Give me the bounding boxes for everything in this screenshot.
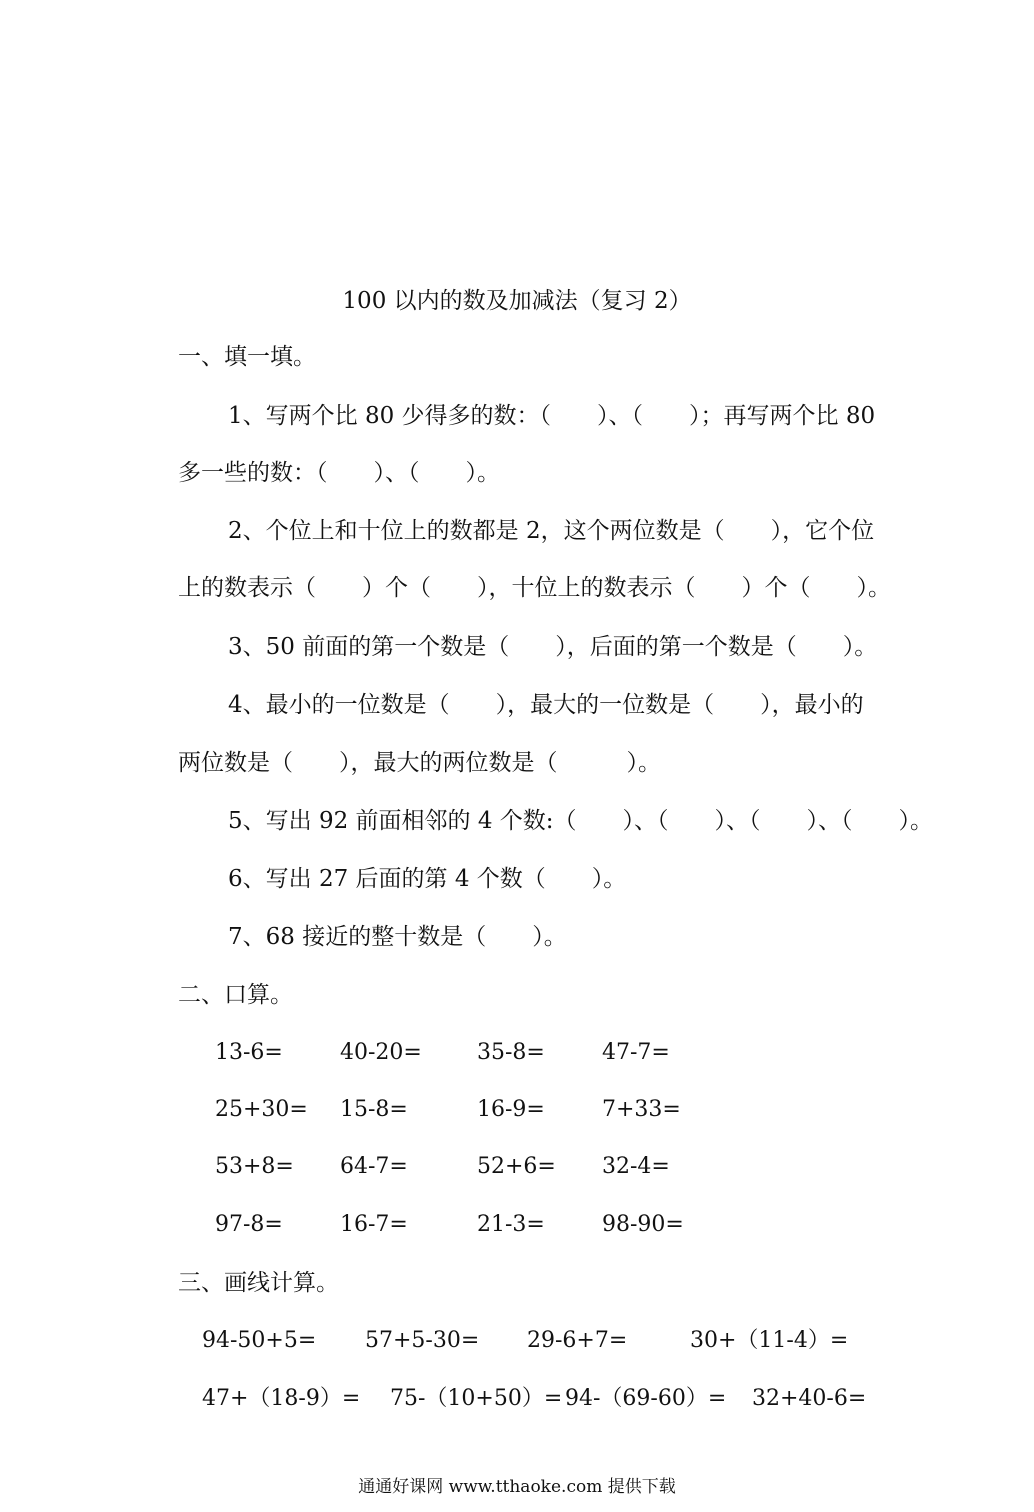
mental-math-item: 47-7= [602, 1040, 670, 1065]
mental-math-item: 64-7= [340, 1154, 408, 1179]
mental-math-item: 52+6= [477, 1154, 556, 1179]
question-1-line-2: 多一些的数：（ ）、（ ）。 [178, 460, 500, 486]
mental-math-item: 35-8= [477, 1040, 545, 1065]
section1-heading: 一、填一填。 [178, 344, 316, 370]
mental-math-item: 16-7= [340, 1212, 408, 1237]
mental-math-item: 53+8= [215, 1154, 294, 1179]
mental-math-item: 13-6= [215, 1040, 283, 1065]
mental-math-item: 32-4= [602, 1154, 670, 1179]
section2-heading: 二、口算。 [178, 982, 293, 1008]
question-6: 6、写出 27 后面的第 4 个数（ ）。 [228, 866, 627, 892]
question-2-line-1: 2、个位上和十位上的数都是 2，这个两位数是（ ），它个位 [228, 518, 875, 544]
footer-text: 通通好课网 www.tthaoke.com 提供下载 [358, 1477, 676, 1497]
mental-math-item: 15-8= [340, 1097, 408, 1122]
line-calc-item: 30+（11-4）= [690, 1328, 849, 1353]
mental-math-item: 21-3= [477, 1212, 545, 1237]
line-calc-item: 29-6+7= [527, 1328, 628, 1353]
line-calc-item: 57+5-30= [365, 1328, 480, 1353]
mental-math-item: 7+33= [602, 1097, 681, 1122]
question-5: 5、写出 92 前面相邻的 4 个数:（ ）、（ ）、（ ）、（ ）。 [228, 808, 934, 834]
page-title: 100 以内的数及加减法（复习 2） [342, 288, 692, 314]
mental-math-item: 25+30= [215, 1097, 308, 1122]
section3-heading: 三、画线计算。 [178, 1270, 339, 1296]
line-calc-item: 47+（18-9）= [202, 1386, 361, 1411]
question-3: 3、50 前面的第一个数是（ ），后面的第一个数是（ ）。 [228, 634, 878, 660]
mental-math-item: 16-9= [477, 1097, 545, 1122]
mental-math-item: 40-20= [340, 1040, 422, 1065]
line-calc-item: 94-50+5= [202, 1328, 317, 1353]
line-calc-item: 32+40-6= [752, 1386, 867, 1411]
mental-math-item: 98-90= [602, 1212, 684, 1237]
line-calc-item: 75-（10+50）= [390, 1386, 563, 1411]
question-1-line-1: 1、写两个比 80 少得多的数：（ ）、（ ）；再写两个比 80 [228, 403, 876, 429]
question-4-line-1: 4、最小的一位数是（ ），最大的一位数是（ ），最小的 [228, 692, 864, 718]
question-4-line-2: 两位数是（ ），最大的两位数是（ ）。 [178, 750, 661, 776]
question-2-line-2: 上的数表示（ ）个（ ），十位上的数表示（ ）个（ ）。 [178, 575, 891, 601]
line-calc-item: 94-（69-60）= [565, 1386, 727, 1411]
question-7: 7、68 接近的整十数是（ ）。 [228, 924, 567, 950]
mental-math-item: 97-8= [215, 1212, 283, 1237]
